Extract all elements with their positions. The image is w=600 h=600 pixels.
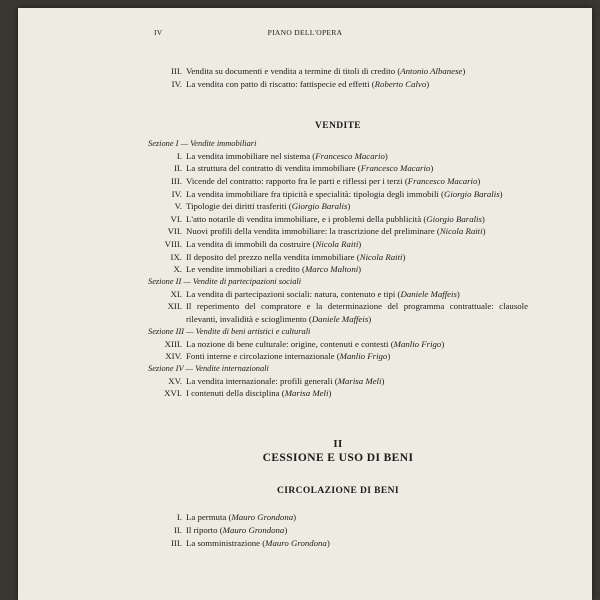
book-page	[18, 8, 592, 600]
circolazione-heading: CIRCOLAZIONE DI BENI	[276, 485, 400, 496]
entry-text: Il reperimento del compratore e la determinazione del programma contrattuale: clausole rilevanti, invalidità e scioglimento (Daniele Maffeis)	[186, 301, 528, 324]
entry-number: XV.	[168, 375, 182, 386]
entry-text: La permuta (Mauro Grondona)	[186, 512, 297, 523]
entry-author: Giorgio Baralis	[426, 213, 482, 224]
toc-entry	[148, 150, 528, 163]
section-title: Sezione IV — Vendite internazionali	[148, 363, 269, 373]
entry-text: Le vendite immobiliari a credito (Marco Maltoni)	[186, 264, 362, 275]
entry-author: Mauro Grondona	[231, 512, 294, 523]
entry-number: IV.	[171, 188, 182, 199]
entry-title: La vendita di partecipazioni sociali: natura, contenuto e tipi	[186, 288, 396, 299]
entry-title: La vendita immobiliare fra tipicità e specialità: tipologia degli immobili	[186, 188, 439, 199]
entry-author: Daniele Maffeis	[311, 313, 369, 324]
entry-title: Il deposito del prezzo nella vendita immobiliare	[186, 251, 355, 262]
entry-number: V.	[174, 201, 182, 212]
entry-text: La vendita di immobili da costruire (Nicola Raiti)	[186, 238, 362, 249]
entry-author: Mauro Grondona	[265, 537, 327, 548]
entry-text: La vendita internazionale: profili generali (Marisa Meli)	[186, 375, 385, 386]
entry-text: La vendita immobiliare fra tipicità e specialità: tipologia degli immobili (Giorgio Baralis)	[186, 188, 503, 199]
entry-author: Marco Maltoni	[304, 264, 359, 275]
section-title: Sezione III — Vendite di beni artistici e culturali	[148, 326, 311, 336]
entry-title: Il reperimento del compratore e la determinazione del programma contrattuale: clausole rilevanti, invalidità e scioglimento	[186, 301, 528, 324]
entry-number: VI.	[170, 213, 182, 224]
entry-title: La nozione di bene culturale: origine, contenuti e contesti	[186, 338, 389, 349]
part-title: CESSIONE E USO DI BENI	[262, 451, 414, 464]
entry-author: Antonio Albanese	[400, 66, 463, 76]
entry-text: La nozione di bene culturale: origine, contenuti e contesti (Manlio Frigo)	[186, 338, 445, 349]
entry-number: III.	[171, 175, 182, 186]
entry-text: La vendita immobiliare nel sistema (Francesco Macario)	[186, 150, 388, 161]
entry-number: XVI.	[164, 388, 182, 399]
entry-author: Manlio Frigo	[339, 351, 388, 362]
entry-number: I.	[176, 150, 182, 161]
toc-entry	[148, 251, 528, 264]
entry-title: Tipologie dei diritti trasferiti	[186, 201, 287, 212]
entry-title: Vendita su documenti e vendita a termine di titoli di credito	[186, 66, 396, 76]
entry-author: Daniele Maffeis	[400, 288, 457, 299]
entry-author: Nicola Raiti	[359, 251, 403, 262]
entry-number: II.	[173, 525, 182, 536]
toc-entry	[148, 524, 528, 537]
part-number: II	[333, 437, 343, 450]
entry-title: L'atto notarile di vendita immobiliare, e i problemi della pubblicità	[186, 213, 422, 224]
entry-number: XIII.	[164, 338, 182, 349]
toc-entry	[148, 200, 528, 213]
entry-text: Tipologie dei diritti trasferiti (Giorgio Baralis)	[186, 201, 351, 212]
entry-text: Il riporto (Mauro Grondona)	[186, 525, 288, 536]
page-number: IV	[154, 28, 163, 37]
vendite-heading: VENDITE	[314, 121, 362, 132]
entry-text: I contenuti della disciplina (Marisa Meli)	[186, 388, 332, 399]
entry-text: La struttura del contratto di vendita immobiliare (Francesco Macario)	[186, 163, 434, 174]
entry-number: III.	[171, 66, 182, 76]
toc-entry	[148, 300, 528, 325]
section-title: Sezione II — Vendite di partecipazioni sociali	[148, 276, 302, 286]
entry-title: Fonti interne e circolazione internazionale	[186, 351, 335, 362]
toc-entry	[148, 225, 528, 238]
running-head	[18, 28, 592, 42]
toc-entry	[148, 375, 528, 388]
toc-entry	[148, 213, 528, 226]
entry-text: Il deposito del prezzo nella vendita immobiliare (Nicola Raiti)	[186, 251, 406, 262]
toc-entry	[148, 162, 528, 175]
entry-title: La vendita internazionale: profili generali	[186, 375, 333, 386]
toc-entry	[148, 188, 528, 201]
entry-title: La vendita con patto di riscatto: fattispecie ed effetti	[186, 78, 370, 89]
entry-number: IX.	[170, 251, 182, 262]
entry-text: La somministrazione (Mauro Grondona)	[186, 537, 330, 548]
toc-entry	[148, 65, 528, 78]
entry-number: XIV.	[165, 351, 182, 362]
running-title: PIANO DELL'OPERA	[267, 28, 343, 37]
table-of-contents	[148, 65, 528, 549]
entry-author: Francesco Macario	[315, 150, 385, 161]
entry-number: X.	[173, 264, 182, 275]
entry-text: La vendita di partecipazioni sociali: natura, contenuto e tipi (Daniele Maffeis)	[186, 288, 460, 299]
entry-title: La struttura del contratto di vendita immobiliare	[186, 163, 356, 174]
toc-entry	[148, 78, 528, 91]
entry-number: II.	[173, 163, 182, 174]
entry-title: Il riporto	[186, 525, 218, 536]
toc-entry	[148, 350, 528, 363]
toc-entry	[148, 537, 528, 550]
entry-author: Marisa Meli	[337, 375, 382, 386]
toc-entry	[148, 238, 528, 251]
entry-number: XI.	[170, 288, 182, 299]
toc-entry	[148, 511, 528, 524]
entry-author: Giorgio Baralis	[291, 201, 348, 212]
entry-title: La vendita immobiliare nel sistema	[186, 150, 311, 161]
entry-text: Fonti interne e circolazione internazionale (Manlio Frigo)	[186, 351, 391, 362]
entry-number: IV.	[171, 78, 182, 89]
entry-title: I contenuti della disciplina	[186, 388, 280, 399]
entry-author: Manlio Frigo	[393, 338, 442, 349]
entry-text: Vicende del contratto: rapporto fra le parti e riflessi per i terzi (Francesco Macario)	[186, 175, 481, 186]
entry-number: VIII.	[164, 238, 182, 249]
entry-title: Nuovi profili della vendita immobiliare: la trascrizione del preliminare	[186, 226, 435, 237]
entry-author: Marisa Meli	[284, 388, 329, 399]
toc-entry	[148, 263, 528, 276]
entry-title: La vendita di immobili da costruire	[186, 238, 311, 249]
entry-number: VII.	[167, 226, 182, 237]
top-entries	[148, 65, 528, 90]
entry-number: XII.	[167, 301, 182, 312]
entry-number: III.	[171, 537, 182, 548]
entry-title: La permuta	[186, 512, 227, 523]
entry-author: Francesco Macario	[407, 175, 478, 186]
entry-author: Roberto Calvo	[374, 78, 427, 89]
section-title: Sezione I — Vendite immobiliari	[148, 138, 257, 148]
entry-text: La vendita con patto di riscatto: fattispecie ed effetti (Roberto Calvo)	[186, 78, 430, 89]
entry-author: Francesco Macario	[360, 163, 431, 174]
toc-entry	[148, 288, 528, 301]
toc-entry	[148, 387, 528, 400]
entry-text: Nuovi profili della vendita immobiliare: la trascrizione del preliminare (Nicola Raiti)	[186, 226, 486, 237]
entry-author: Nicola Raiti	[439, 226, 483, 237]
toc-entry	[148, 175, 528, 188]
entry-title: Le vendite immobiliari a credito	[186, 264, 300, 275]
entry-text: Vendita su documenti e vendita a termine di titoli di credito (Antonio Albanese)	[186, 66, 466, 76]
entry-title: Vicende del contratto: rapporto fra le parti e riflessi per i terzi	[186, 175, 403, 186]
entry-author: Nicola Raiti	[315, 238, 359, 249]
entry-text: L'atto notarile di vendita immobiliare, e i problemi della pubblicità (Giorgio Baralis)	[186, 213, 485, 224]
entry-number: I.	[176, 512, 182, 523]
entry-author: Mauro Grondona	[222, 525, 285, 536]
entry-author: Giorgio Baralis	[443, 188, 500, 199]
entry-title: La somministrazione	[186, 537, 261, 548]
toc-entry	[148, 338, 528, 351]
